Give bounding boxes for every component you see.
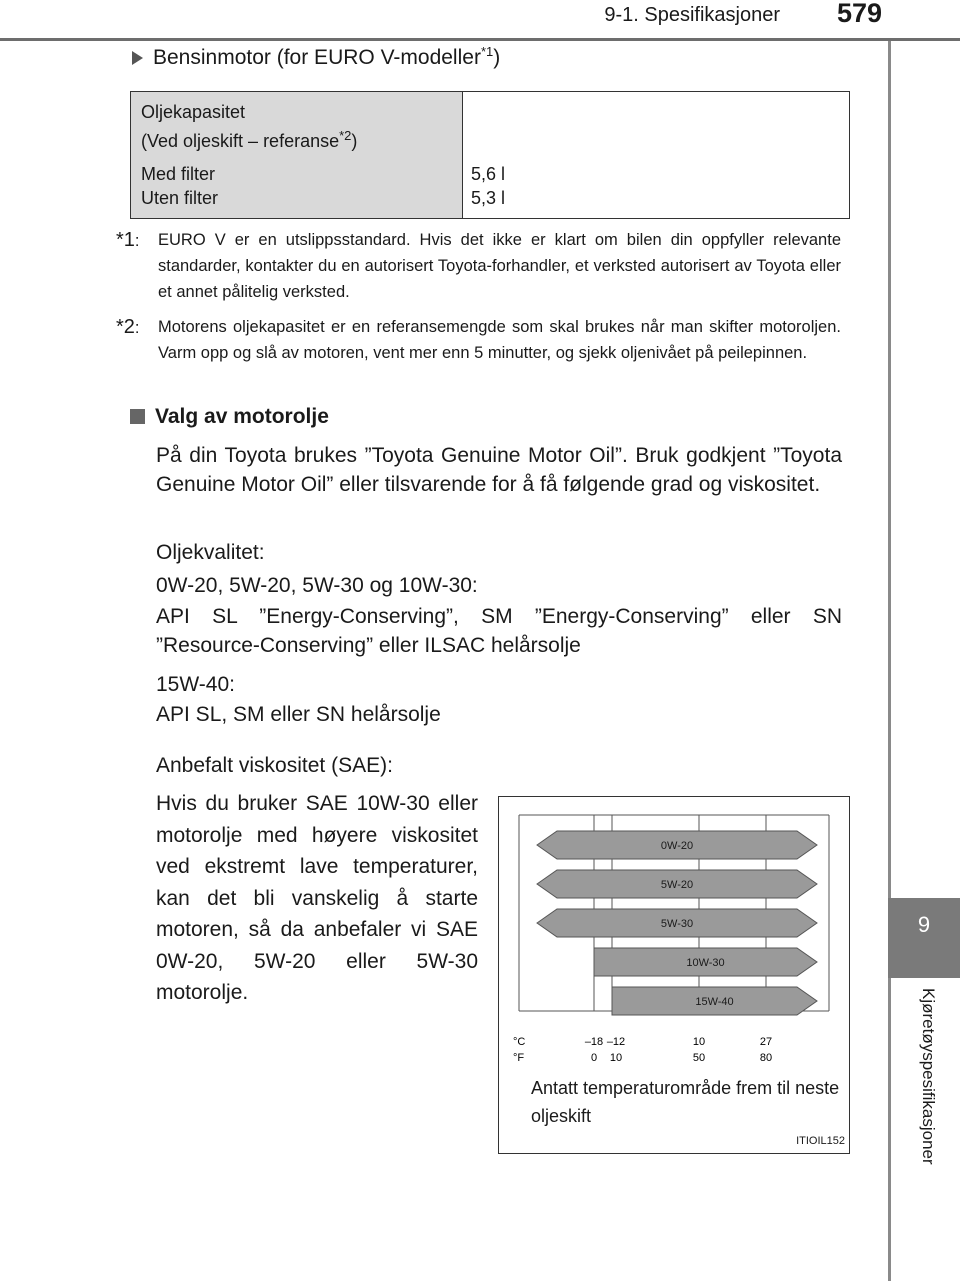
footnote-mark-text: *2 (116, 316, 135, 338)
footnote-ref-2: *2 (339, 128, 352, 143)
triangle-bullet-icon (132, 51, 143, 65)
engine-heading-close: ) (493, 46, 501, 69)
grade-group-2: 15W-40: (156, 673, 235, 696)
page-number: 579 (836, 0, 882, 28)
range-bar-label-0w-20: 0W-20 (660, 840, 694, 852)
chart-bars (537, 831, 817, 1015)
viscosity-note: Hvis du bruker SAE 10W-30 eller motorolje med høyere viskositet ved ekstremt lave temperaturer, kan det bli vanskelig å starte motoren, så da anbefaler vi SAE 0W-20, 5W-20 eller 5W-30 motorolje. (156, 792, 478, 1004)
capacity-label-text: (Ved oljeskift – referanse (141, 131, 340, 151)
section-heading-text: Valg av motorolje (155, 405, 329, 428)
c-tick-2: 10 (692, 1036, 706, 1048)
c-tick-3: 27 (759, 1036, 773, 1048)
footnote-mark: *2: (116, 316, 140, 338)
grade-group-1: 0W-20, 5W-20, 5W-30 og 10W-30: (156, 574, 478, 597)
axis-c-label: °C (513, 1036, 526, 1048)
engine-heading-text: Bensinmotor (for EURO V-modeller (153, 46, 481, 69)
range-bar-label-5w-20: 5W-20 (660, 879, 694, 891)
range-bar-label-5w-30: 5W-30 (660, 918, 694, 930)
f-tick-2: 50 (692, 1052, 706, 1064)
footnote-mark-text: *1 (116, 229, 135, 251)
range-bar-label-10w-30: 10W-30 (686, 957, 725, 969)
chapter-tab (888, 898, 960, 978)
engine-heading (132, 44, 500, 70)
section-title: 9-1. Spesifikasjoner (604, 4, 780, 26)
footnote-mark: *1: (116, 229, 140, 251)
f-tick-0: 0 (590, 1052, 598, 1064)
capacity-label-line2 (141, 124, 357, 153)
capacity-label-line1: Oljekapasitet (141, 102, 246, 122)
range-bar-label-15w-40: 15W-40 (695, 996, 734, 1008)
viscosity-chart (498, 796, 850, 1154)
row-without-filter-label: Uten filter (141, 188, 219, 208)
chapter-title: Kjøretøyspesifikasjoner (919, 988, 938, 1165)
page-header (0, 0, 960, 38)
row-with-filter-label: Med filter (141, 164, 216, 184)
footnote-text: EURO V er en utslippsstandard. Hvis det ikke er klart om bilen din oppfyller relevante standarder, kontakter du en autorisert Toyota-forhandler, et verksted autorisert av Toyota eller et annet pålitelig verksted. (158, 231, 841, 301)
table-row-labels (141, 162, 218, 210)
section-heading (130, 405, 329, 429)
viscosity-label: Anbefalt viskositet (SAE): (156, 754, 393, 777)
footnote-ref-1: *1 (480, 44, 494, 59)
header-divider (0, 38, 960, 41)
chapter-number: 9 (917, 912, 931, 937)
row-without-filter-value: 5,3 l (471, 188, 506, 208)
row-with-filter-value: 5,6 l (471, 164, 506, 184)
side-divider (888, 41, 891, 1281)
f-tick-1: 10 (609, 1052, 623, 1064)
quality-label: Oljekvalitet: (156, 541, 265, 564)
figure-id: ITIOIL152 (796, 1135, 845, 1147)
grade-group-1-spec: API SL ”Energy-Conserving”, SM ”Energy-Conserving” eller SN ”Resource-Conserving” eller ILSAC helårsolje (156, 605, 842, 657)
footnote-text: Motorens oljekapasitet er en referansemengde som skal brukes når man skifter motoroljen. Varm opp og slå av motoren, vent mer enn 5 minutter, og sjekk oljenivået på peilepinnen. (158, 318, 841, 362)
chart-caption (531, 1074, 841, 1130)
intro-paragraph: På din Toyota brukes ”Toyota Genuine Motor Oil”. Bruk godkjent ”Toyota Genuine Motor Oil” eller tilsvarende for å få følgende grad og viskositet. (156, 444, 842, 496)
square-bullet-icon (130, 409, 145, 424)
axis-f-label: °F (513, 1052, 525, 1064)
table-label-capacity (141, 100, 357, 153)
c-tick-0: –18 (584, 1036, 604, 1048)
capacity-label-close: ) (351, 131, 358, 151)
footnote-1 (116, 227, 841, 305)
viscosity-chart-svg (499, 797, 849, 1064)
chart-caption-text: Antatt temperaturområde frem til neste oljeskift (531, 1078, 840, 1126)
c-tick-1: –12 (606, 1036, 626, 1048)
grade-group-2-spec: API SL, SM eller SN helårsolje (156, 703, 441, 726)
oil-capacity-table (130, 91, 850, 219)
table-row-values (471, 162, 505, 210)
footnote-2 (116, 314, 841, 366)
f-tick-3: 80 (759, 1052, 773, 1064)
